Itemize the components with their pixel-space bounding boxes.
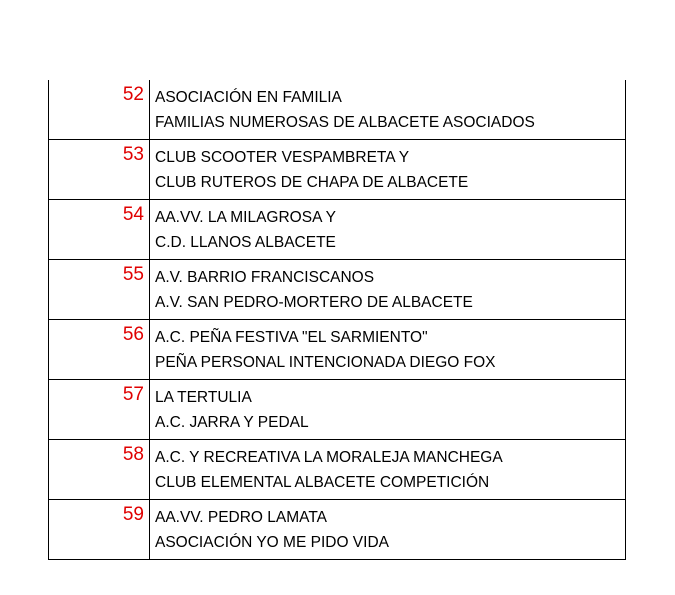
name-line-2: FAMILIAS NUMEROSAS DE ALBACETE ASOCIADOS <box>155 113 535 131</box>
table-row <box>49 500 626 560</box>
name-line-2: C.D. LLANOS ALBACETE <box>155 233 336 251</box>
name-line-1: CLUB SCOOTER VESPAMBRETA Y <box>155 149 410 166</box>
table-row <box>49 260 626 320</box>
row-names <box>150 380 626 440</box>
table-row <box>49 440 626 500</box>
table-row <box>49 140 626 200</box>
table-row <box>49 320 626 380</box>
participants-table <box>48 80 626 560</box>
name-line-2: PEÑA PERSONAL INTENCIONADA DIEGO FOX <box>155 353 496 371</box>
row-number: 59 <box>49 500 150 560</box>
table-row <box>49 80 626 140</box>
row-number: 53 <box>49 140 150 200</box>
name-line-2: CLUB ELEMENTAL ALBACETE COMPETICIÓN <box>155 473 490 491</box>
row-number: 57 <box>49 380 150 440</box>
row-number: 52 <box>49 80 150 140</box>
row-number: 55 <box>49 260 150 320</box>
name-line-1: AA.VV. PEDRO LAMATA <box>155 509 327 526</box>
name-line-1: AA.VV. LA MILAGROSA Y <box>155 209 336 226</box>
row-names <box>150 200 626 260</box>
name-line-1: A.V. BARRIO FRANCISCANOS <box>155 269 375 286</box>
name-line-1: A.C. PEÑA FESTIVA "EL SARMIENTO" <box>155 329 428 346</box>
table-row <box>49 200 626 260</box>
name-line-2: A.V. SAN PEDRO-MORTERO DE ALBACETE <box>155 293 473 311</box>
row-number: 54 <box>49 200 150 260</box>
name-line-1: ASOCIACIÓN EN FAMILIA <box>155 89 342 106</box>
row-names <box>150 80 626 140</box>
row-names <box>150 260 626 320</box>
name-line-2: CLUB RUTEROS DE CHAPA DE ALBACETE <box>155 173 469 191</box>
name-line-1: LA TERTULIA <box>155 389 252 406</box>
name-line-1: A.C. Y RECREATIVA LA MORALEJA MANCHEGA <box>155 449 503 466</box>
row-names <box>150 500 626 560</box>
name-line-2: ASOCIACIÓN YO ME PIDO VIDA <box>155 533 389 551</box>
table-row <box>49 380 626 440</box>
row-names <box>150 320 626 380</box>
row-names <box>150 440 626 500</box>
row-number: 56 <box>49 320 150 380</box>
row-names <box>150 140 626 200</box>
name-line-2: A.C. JARRA Y PEDAL <box>155 413 309 431</box>
row-number: 58 <box>49 440 150 500</box>
